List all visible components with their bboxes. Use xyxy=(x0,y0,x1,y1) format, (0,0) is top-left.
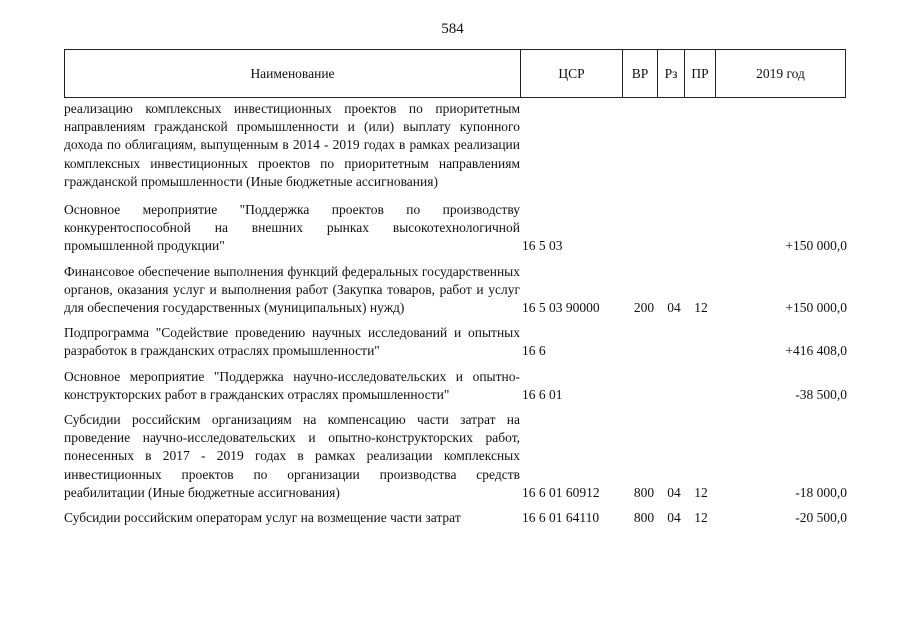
header-year: 2019 год xyxy=(756,65,805,81)
row-pr: 12 xyxy=(694,510,708,526)
row-name: Финансовое обеспечение выполнения функций федеральных государственных органов, оказания услуг и выполнения работ (Закупка товаров, работ и услуг для обеспечения государственных (муниципальных) нужд) xyxy=(64,263,520,316)
row-name: Основное мероприятие "Поддержка научно-исследовательских и опытно-конструкторских работ в гражданских отраслях промышленности" xyxy=(64,368,520,402)
row-vr: 800 xyxy=(633,484,655,500)
row-csr: 16 5 03 xyxy=(522,238,563,254)
table-row xyxy=(64,411,848,502)
header-pr: ПР xyxy=(685,50,716,97)
row-amount: -18 000,0 xyxy=(795,484,847,500)
header-vr: ВР xyxy=(623,50,658,97)
row-amount: +416 408,0 xyxy=(785,343,847,359)
table-row xyxy=(64,201,848,256)
table-header xyxy=(64,49,846,98)
row-name: Основное мероприятие "Поддержка проектов по производству конкурентоспособной на внешних рынках высокотехнологичной промышленной продукции" xyxy=(64,202,520,254)
row-vr: 800 xyxy=(633,510,655,526)
row-rz: 04 xyxy=(667,510,681,526)
table-body xyxy=(64,100,848,534)
row-csr: 16 6 01 64110 xyxy=(522,510,600,526)
row-amount: -38 500,0 xyxy=(795,386,847,402)
header-name: Наименование xyxy=(65,50,521,97)
row-csr: 16 6 xyxy=(522,343,546,359)
row-pr: 12 xyxy=(694,300,708,316)
row-name: реализацию комплексных инвестиционных проектов по приоритетным направлениям гражданской промышленности и (или) выплату купонного дохода по облигациям, выпущенным в 2014 - 2019 годах в рамках реализации комплексных инвестиционных проектов по приоритетным направлениям гражданской промышленности (Иные бюджетные ассигнования) xyxy=(64,101,520,189)
row-name: Субсидии российским организациям на компенсацию части затрат на проведение научно-исследовательских и опытно-конструкторских работ, понесенных в 2017 - 2019 годах в рамках реализации комплексных инвестиционных проектов по организации производства средств реабилитации (Иные бюджетные ассигнования) xyxy=(64,412,520,500)
row-amount: -20 500,0 xyxy=(795,510,847,526)
row-name: Субсидии российским операторам услуг на возмещение части затрат xyxy=(64,510,461,526)
table-row xyxy=(64,368,848,404)
table-row xyxy=(64,509,848,527)
row-rz: 04 xyxy=(667,484,681,500)
page-number: 584 xyxy=(441,21,464,37)
header-rz: Рз xyxy=(658,50,685,97)
row-csr: 16 6 01 xyxy=(522,386,563,402)
table-row xyxy=(64,263,848,318)
header-csr: ЦСР xyxy=(521,50,623,97)
table-row xyxy=(64,324,848,360)
row-vr: 200 xyxy=(633,300,655,316)
row-csr: 16 5 03 90000 xyxy=(522,300,600,316)
table-row xyxy=(64,100,848,191)
row-csr: 16 6 01 60912 xyxy=(522,484,600,500)
row-name: Подпрограмма "Содействие проведению научных исследований и опытных разработок в гражданских отраслях промышленности" xyxy=(64,325,520,359)
row-rz: 04 xyxy=(667,300,681,316)
row-amount: +150 000,0 xyxy=(785,300,847,316)
row-pr: 12 xyxy=(694,484,708,500)
row-amount: +150 000,0 xyxy=(785,238,847,254)
